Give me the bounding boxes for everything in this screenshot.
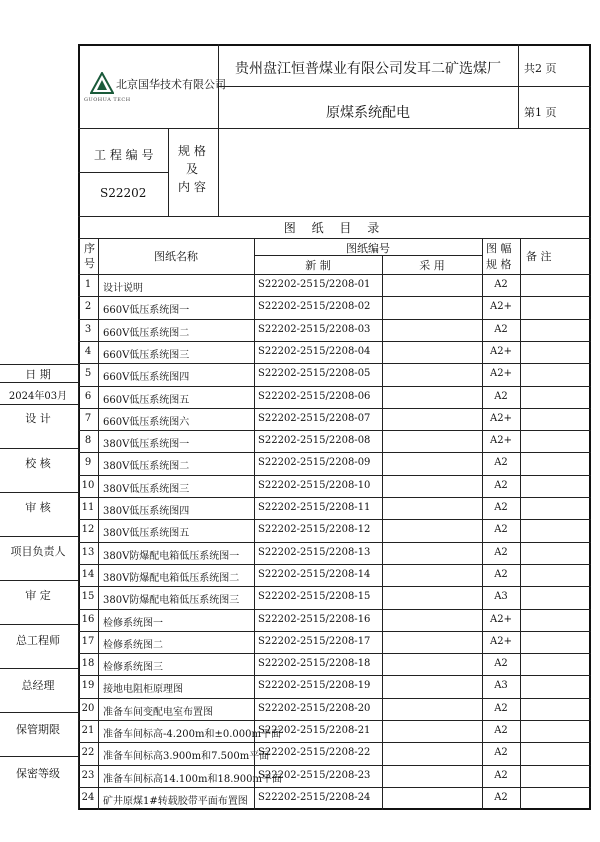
- row-size: A2: [494, 457, 508, 469]
- row-no: 4: [84, 345, 92, 357]
- row-code: S22202-2515/2208-21: [258, 725, 371, 736]
- side-secrecy: 保密等级: [16, 767, 60, 780]
- project-no-label: 工 程 编 号: [94, 148, 154, 162]
- row-code: S22202-2515/2208-23: [258, 769, 371, 781]
- row-no: 16: [81, 613, 95, 625]
- row-no: 2: [84, 301, 92, 313]
- row-name: 检修系统图一: [103, 617, 163, 629]
- row-size: A2: [494, 524, 508, 536]
- row-code: S22202-2515/2208-24: [258, 791, 371, 803]
- side-chief-engineer: 总工程师: [16, 634, 60, 647]
- row-code: S22202-2515/2208-16: [258, 613, 371, 625]
- row-name: 检修系统图三: [103, 662, 163, 674]
- row-no: 3: [84, 323, 92, 335]
- col-seq-2: 号: [84, 257, 95, 270]
- row-name: 380V低压系统图三: [103, 483, 190, 495]
- row-size: A2+: [490, 435, 512, 447]
- row-no: 1: [84, 279, 92, 290]
- col-size-2: 规 格: [486, 258, 512, 271]
- row-name: 660V低压系统图四: [103, 372, 190, 384]
- row-no: 8: [84, 435, 92, 447]
- row-size: A2+: [490, 345, 512, 357]
- row-no: 5: [84, 368, 92, 380]
- row-code: S22202-2515/2208-04: [258, 345, 371, 357]
- row-no: 24: [81, 791, 95, 803]
- company-logo: [90, 72, 114, 94]
- company-name: 北京国华技术有限公司: [116, 78, 226, 91]
- row-code: S22202-2515/2208-10: [258, 479, 371, 491]
- row-size: A2+: [490, 301, 512, 313]
- col-adopt: 采 用: [419, 259, 445, 272]
- row-no: 11: [81, 502, 95, 513]
- row-name: 准备车间标高14.100m和18.900m平面: [103, 773, 282, 785]
- row-name: 准备车间变配电室布置图: [103, 706, 213, 718]
- col-new: 新 制: [305, 259, 331, 272]
- side-project-manager: 项目负责人: [10, 545, 66, 558]
- row-code: S22202-2515/2208-13: [258, 546, 371, 558]
- side-general-manager: 总经理: [21, 679, 55, 692]
- row-size: A2: [494, 747, 508, 759]
- row-name: 380V低压系统图一: [103, 439, 190, 451]
- row-name: 380V低压系统图五: [103, 528, 190, 540]
- row-name: 660V低压系统图一: [103, 305, 190, 317]
- row-code: S22202-2515/2208-12: [258, 524, 371, 536]
- row-size: A2: [494, 725, 508, 736]
- row-code: S22202-2515/2208-22: [258, 747, 371, 759]
- row-no: 20: [81, 702, 95, 714]
- row-no: 18: [81, 658, 95, 670]
- row-name: 660V低压系统图三: [103, 349, 190, 361]
- project-no: S22202: [100, 186, 147, 200]
- drawing-subtitle: 原煤系统配电: [326, 105, 410, 121]
- row-no: 19: [81, 680, 95, 692]
- row-name: 设计说明: [103, 283, 143, 294]
- side-review: 审 核: [25, 501, 51, 514]
- row-code: S22202-2515/2208-14: [258, 568, 371, 580]
- row-name: 660V低压系统图五: [103, 394, 190, 406]
- row-size: A2+: [490, 368, 512, 380]
- row-code: S22202-2515/2208-17: [258, 635, 371, 647]
- company-name-en: GUOHUA TECH: [84, 97, 131, 103]
- row-no: 12: [81, 524, 95, 536]
- row-name: 380V防爆配电箱低压系统图三: [103, 595, 240, 607]
- row-name: 准备车间标高3.900m和7.500m平面: [103, 751, 270, 763]
- row-code: S22202-2515/2208-18: [258, 658, 371, 670]
- row-code: S22202-2515/2208-15: [258, 591, 371, 603]
- row-size: A2: [494, 279, 508, 290]
- row-code: S22202-2515/2208-05: [258, 368, 371, 380]
- row-size: A2: [494, 769, 508, 781]
- row-code: S22202-2515/2208-01: [258, 279, 371, 290]
- row-no: 6: [84, 390, 92, 402]
- row-size: A3: [494, 680, 508, 692]
- row-no: 9: [84, 457, 92, 469]
- project-title: 贵州盘江恒普煤业有限公司发耳二矿选煤厂: [235, 61, 501, 77]
- col-name: 图纸名称: [154, 250, 198, 263]
- row-size: A2+: [490, 635, 512, 647]
- page-number: 第1 页: [524, 106, 557, 119]
- row-size: A2: [494, 546, 508, 558]
- row-code: S22202-2515/2208-06: [258, 390, 371, 402]
- row-size: A2: [494, 390, 508, 402]
- row-no: 13: [81, 546, 95, 558]
- row-code: S22202-2515/2208-07: [258, 412, 371, 424]
- total-pages: 共2 页: [524, 62, 557, 75]
- row-no: 22: [81, 747, 95, 759]
- side-date-label: 日 期: [25, 368, 51, 381]
- row-size: A2+: [490, 412, 512, 424]
- row-code: S22202-2515/2208-02: [258, 301, 371, 313]
- col-code: 图纸编号: [346, 242, 390, 255]
- row-size: A2: [494, 568, 508, 580]
- row-no: 15: [81, 591, 95, 603]
- row-name: 380V低压系统图二: [103, 461, 190, 473]
- row-size: A2: [494, 479, 508, 491]
- side-approve: 审 定: [25, 589, 51, 602]
- side-design: 设 计: [25, 412, 51, 425]
- row-no: 10: [81, 479, 95, 491]
- row-name: 接地电阻柜原理图: [103, 684, 183, 696]
- row-no: 21: [81, 725, 95, 736]
- side-retention: 保管期限: [16, 723, 60, 736]
- row-name: 准备车间标高-4.200m和±0.000m平面: [103, 729, 281, 740]
- side-check: 校 核: [25, 457, 51, 470]
- row-code: S22202-2515/2208-03: [258, 323, 371, 335]
- row-name: 660V低压系统图二: [103, 327, 190, 339]
- row-no: 23: [81, 769, 95, 781]
- row-size: A2: [494, 502, 508, 513]
- row-code: S22202-2515/2208-20: [258, 702, 371, 714]
- spec-label-1: 规 格: [178, 144, 206, 158]
- col-seq-1: 序: [84, 242, 95, 255]
- row-name: 380V防爆配电箱低压系统图一: [103, 550, 240, 562]
- row-code: S22202-2515/2208-11: [258, 502, 371, 513]
- side-date-value: 2024年03月: [8, 391, 68, 402]
- col-remark: 备 注: [526, 250, 552, 263]
- row-no: 14: [81, 568, 95, 580]
- spec-label-3: 内 容: [178, 180, 206, 194]
- row-code: S22202-2515/2208-19: [258, 680, 371, 692]
- row-name: 380V低压系统图四: [103, 506, 190, 517]
- row-name: 660V低压系统图六: [103, 416, 190, 428]
- row-no: 7: [84, 412, 92, 424]
- table-title: 图 纸 目 录: [283, 221, 386, 235]
- spec-label-2: 及: [186, 162, 199, 176]
- row-size: A2: [494, 658, 508, 670]
- row-size: A2: [494, 702, 508, 714]
- row-size: A2+: [490, 613, 512, 625]
- row-size: A2: [494, 323, 508, 335]
- col-size-1: 图 幅: [486, 242, 512, 255]
- row-name: 检修系统图二: [103, 639, 163, 651]
- row-name: 矿井原煤1#转载胶带平面布置图: [103, 795, 248, 807]
- row-no: 17: [81, 635, 95, 647]
- row-size: A3: [494, 591, 508, 603]
- row-name: 380V防爆配电箱低压系统图二: [103, 572, 240, 584]
- row-size: A2: [494, 791, 508, 803]
- row-code: S22202-2515/2208-08: [258, 435, 371, 447]
- row-code: S22202-2515/2208-09: [258, 457, 371, 469]
